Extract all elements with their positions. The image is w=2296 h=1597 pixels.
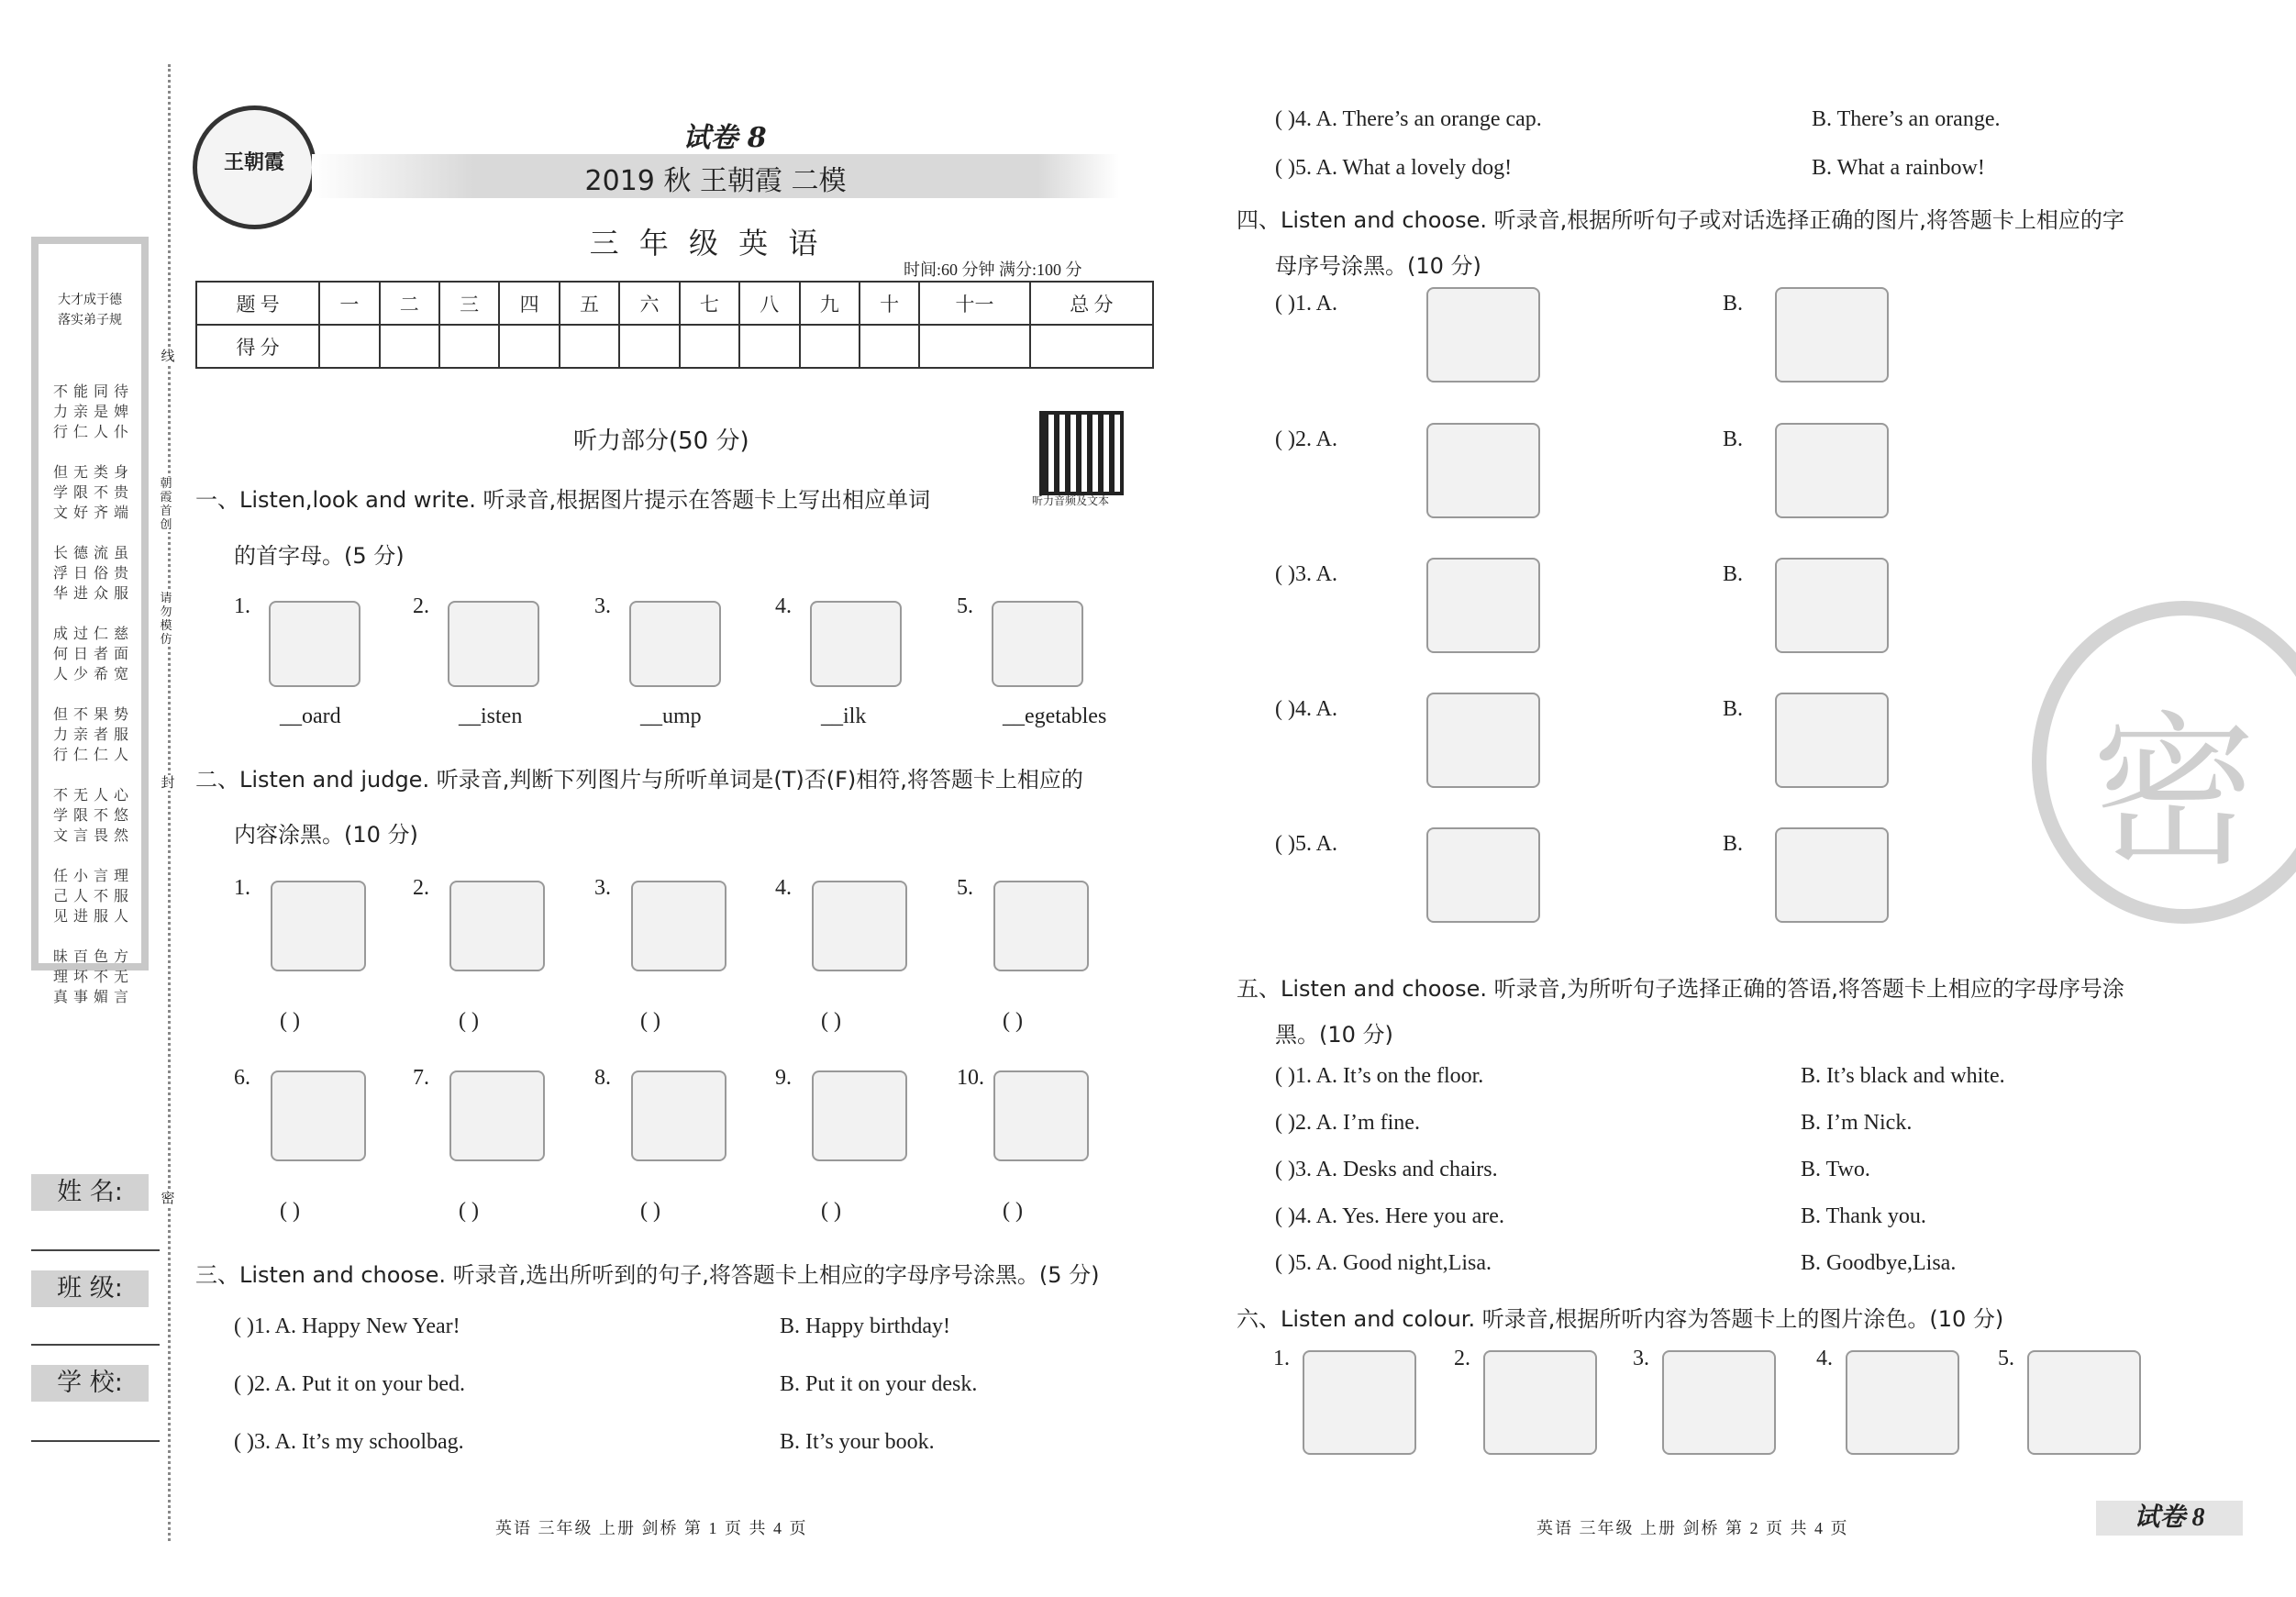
answer-paren[interactable]: ( ) bbox=[640, 1199, 660, 1223]
score-header-row bbox=[196, 282, 1153, 325]
answer-option-b[interactable]: B. Two. bbox=[1801, 1158, 1870, 1181]
colour-picture-pencil-box bbox=[1846, 1350, 1959, 1455]
word-blank[interactable]: __ilk bbox=[821, 704, 867, 728]
section4-title: 四、Listen and choose. 听录音,根据所听句子或对话选择正确的图片,将答题卡上相应的字 bbox=[1237, 207, 2124, 233]
word-blank[interactable]: __egetables bbox=[1003, 704, 1107, 728]
section1-title: 一、Listen,look and write. 听录音,根据图片提示在答题卡上写出相应单词 bbox=[195, 487, 931, 513]
picture-a-cat-face bbox=[1426, 423, 1540, 518]
footer-right: 英语 三年级 上册 剑桥 第 2 页 共 4 页 bbox=[1536, 1519, 1849, 1537]
picture-choice-row[interactable]: ( )1. A. bbox=[1275, 292, 1337, 316]
school-line[interactable] bbox=[31, 1440, 160, 1442]
motto-column: 长浮华 bbox=[53, 544, 69, 602]
score-table bbox=[195, 281, 1154, 369]
item-number: 1. bbox=[234, 594, 250, 618]
listening-title: 听力部分(50 分) bbox=[573, 427, 749, 455]
picture-a-three-snails bbox=[1426, 287, 1540, 383]
time-info: 时间:60 分钟 满分:100 分 bbox=[904, 261, 1082, 279]
score-input-cell[interactable] bbox=[739, 325, 799, 368]
qr-caption: 听力音频及文本 bbox=[1032, 494, 1110, 507]
motto-column: 能亲仁 bbox=[73, 383, 89, 440]
footer-left: 英语 三年级 上册 剑桥 第 1 页 共 4 页 bbox=[495, 1519, 808, 1537]
section2-title: 二、Listen and judge. 听录音,判断下列图片与所听单词是(T)否(F)相符,将答题卡上相应的 bbox=[195, 767, 1083, 793]
picture-horse bbox=[993, 1070, 1089, 1161]
banner-title: 2019 秋 王朝霞 二模 bbox=[584, 165, 847, 197]
answer-paren[interactable]: ( ) bbox=[280, 1199, 300, 1223]
option-b-label[interactable]: B. bbox=[1723, 292, 1744, 316]
picture-choice-row[interactable]: ( )4. A. bbox=[1275, 697, 1337, 721]
motto-header-2: 落实弟子规 bbox=[58, 313, 122, 327]
picture-cat bbox=[449, 1070, 545, 1161]
answer-paren[interactable]: ( ) bbox=[821, 1009, 841, 1033]
motto-column: 不学文 bbox=[53, 786, 69, 844]
item-number: 5. bbox=[957, 594, 973, 618]
answer-option-b[interactable]: B. Thank you. bbox=[1801, 1204, 1926, 1228]
picture-boy-jumping bbox=[629, 601, 721, 687]
score-input-cell[interactable] bbox=[319, 325, 379, 368]
score-cell: 八 bbox=[739, 282, 799, 325]
side-tag: 朝霞首创 bbox=[158, 477, 174, 532]
section5-title-cont: 黑。(10 分) bbox=[1275, 1022, 1393, 1048]
score-input-cell[interactable] bbox=[560, 325, 619, 368]
score-input-cell[interactable] bbox=[1030, 325, 1153, 368]
answer-paren[interactable]: ( ) bbox=[821, 1199, 841, 1223]
picture-a-girl-at-blackboard bbox=[1426, 693, 1540, 788]
picture-blackboard bbox=[631, 1070, 727, 1161]
motto-panel bbox=[31, 237, 149, 1005]
answer-option-b[interactable]: B. Goodbye,Lisa. bbox=[1801, 1251, 1957, 1275]
exam-number: 试卷 8 bbox=[682, 122, 767, 154]
answer-question[interactable]: ( )4. A. Yes. Here you are. bbox=[1275, 1204, 1504, 1228]
picture-TV bbox=[812, 881, 907, 971]
answer-paren[interactable]: ( ) bbox=[459, 1199, 479, 1223]
picture-choice-row[interactable]: ( )5. A. bbox=[1275, 832, 1337, 856]
answer-paren[interactable]: ( ) bbox=[1003, 1009, 1023, 1033]
score-cell: 二 bbox=[380, 282, 439, 325]
item-number: 1. bbox=[234, 876, 250, 900]
motto-column: 但学文 bbox=[53, 463, 69, 521]
choice-option-b[interactable]: B. Put it on your desk. bbox=[780, 1372, 978, 1396]
motto-column: 任己见 bbox=[53, 867, 69, 925]
school-label: 学 校: bbox=[31, 1365, 149, 1402]
answer-paren[interactable]: ( ) bbox=[280, 1009, 300, 1033]
section2-title-cont: 内容涂黑。(10 分) bbox=[234, 822, 418, 848]
motto-column: 色不媚 bbox=[94, 948, 109, 1005]
score-input-cell[interactable] bbox=[860, 325, 919, 368]
motto-column: 德日进 bbox=[73, 544, 89, 602]
side-tag: 密 bbox=[158, 1191, 178, 1206]
score-cell: 五 bbox=[560, 282, 619, 325]
picture-juice bbox=[449, 881, 545, 971]
item-number: 6. bbox=[234, 1066, 250, 1090]
picture-choice-row[interactable]: ( )2. A. bbox=[1275, 427, 1337, 451]
item-number: 5. bbox=[957, 876, 973, 900]
score-cell: 四 bbox=[499, 282, 559, 325]
score-cell: 一 bbox=[319, 282, 379, 325]
picture-vegetables bbox=[992, 601, 1083, 687]
picture-choice-row[interactable]: ( )3. A. bbox=[1275, 562, 1337, 586]
picture-b-bird bbox=[1775, 558, 1889, 653]
class-line[interactable] bbox=[31, 1344, 160, 1346]
picture-b-tiger-drinking bbox=[1775, 423, 1889, 518]
motto-column: 果者仁 bbox=[94, 705, 109, 763]
side-tag: 封 bbox=[158, 775, 178, 791]
answer-paren[interactable]: ( ) bbox=[459, 1009, 479, 1033]
section3-title: 三、Listen and choose. 听录音,选出所听到的句子,将答题卡上相应的字母序号涂黑。(5 分) bbox=[195, 1262, 1100, 1288]
name-line[interactable] bbox=[31, 1249, 160, 1251]
motto-column: 昧理真 bbox=[53, 948, 69, 1005]
picture-window bbox=[271, 881, 366, 971]
item-number: 4. bbox=[775, 594, 792, 618]
motto-column: 不亲仁 bbox=[73, 705, 89, 763]
item-number: 8. bbox=[594, 1066, 611, 1090]
motto-column: 但力行 bbox=[53, 705, 69, 763]
item-number: 9. bbox=[775, 1066, 792, 1090]
item-number: 3. bbox=[1633, 1347, 1649, 1370]
choice-question[interactable]: ( )2. A. Put it on your bed. bbox=[234, 1372, 465, 1396]
side-tag: 线 bbox=[158, 349, 178, 364]
item-number: 7. bbox=[413, 1066, 429, 1090]
section1-title-cont: 的首字母。(5 分) bbox=[234, 543, 405, 569]
class-label: 班 级: bbox=[31, 1270, 149, 1307]
item-number: 10. bbox=[957, 1066, 984, 1090]
answer-question[interactable]: ( )1. A. It’s on the floor. bbox=[1275, 1064, 1484, 1088]
answer-paren[interactable]: ( ) bbox=[1003, 1199, 1023, 1223]
word-blank[interactable]: __ump bbox=[640, 704, 702, 728]
motto-column: 理服人 bbox=[114, 867, 129, 925]
item-number: 1. bbox=[1273, 1347, 1290, 1370]
motto-column: 不力行 bbox=[53, 383, 69, 440]
item-number: 5. bbox=[1998, 1347, 2014, 1370]
logo-text: 王朝霞 bbox=[223, 150, 284, 173]
motto-column: 仁者希 bbox=[94, 625, 109, 682]
motto-column: 无限好 bbox=[73, 463, 89, 521]
item-number: 4. bbox=[1816, 1347, 1833, 1370]
motto-column: 心悠然 bbox=[114, 786, 129, 844]
picture-b-girl-reading bbox=[1775, 827, 1889, 923]
answer-option-b[interactable]: B. It’s black and white. bbox=[1801, 1064, 2005, 1088]
picture-b-girl-sweeping bbox=[1775, 693, 1889, 788]
motto-column: 同是人 bbox=[94, 383, 109, 440]
motto-column: 无限言 bbox=[73, 786, 89, 844]
motto-inner bbox=[39, 244, 141, 1005]
word-blank[interactable]: __isten bbox=[459, 704, 523, 728]
motto-column: 虽贵服 bbox=[114, 544, 129, 602]
footer-exam-tag: 试卷 8 bbox=[2096, 1501, 2243, 1536]
motto-column: 待婢仆 bbox=[114, 383, 129, 440]
motto-column: 慈面宽 bbox=[114, 625, 129, 682]
section6-title: 六、Listen and colour. 听录音,根据所听内容为答题卡上的图片涂色。(10 分) bbox=[1237, 1306, 2004, 1332]
colour-picture-desk bbox=[1662, 1350, 1776, 1455]
item-number: 3. bbox=[594, 876, 611, 900]
motto-column: 成何人 bbox=[53, 625, 69, 682]
item-number: 2. bbox=[413, 876, 429, 900]
binding-line bbox=[168, 64, 171, 1541]
picture-b-four-snails bbox=[1775, 287, 1889, 383]
picture-ruler bbox=[631, 881, 727, 971]
score-input-cell[interactable] bbox=[800, 325, 860, 368]
motto-column: 势服人 bbox=[114, 705, 129, 763]
answer-question[interactable]: ( )3. A. Desks and chairs. bbox=[1275, 1158, 1498, 1181]
answer-question[interactable]: ( )2. A. I’m fine. bbox=[1275, 1111, 1420, 1135]
option-b-label[interactable]: B. bbox=[1723, 832, 1744, 856]
answer-question[interactable]: ( )5. A. Good night,Lisa. bbox=[1275, 1251, 1492, 1275]
score-input-cell[interactable] bbox=[380, 325, 439, 368]
secret-stamp-char: 密 bbox=[2091, 697, 2257, 889]
picture-girl-listening bbox=[448, 601, 539, 687]
score-cell: 十一 bbox=[919, 282, 1029, 325]
qr-code-icon[interactable] bbox=[1039, 411, 1124, 495]
choice-question[interactable]: ( )5. A. What a lovely dog! bbox=[1275, 156, 1513, 180]
picture-star bbox=[812, 1070, 907, 1161]
subject-title: 三 年 级 英 语 bbox=[589, 226, 824, 261]
score-cell: 十 bbox=[860, 282, 919, 325]
colour-picture-chair bbox=[2027, 1350, 2141, 1455]
score-input-row bbox=[196, 325, 1153, 368]
score-cell: 题 号 bbox=[196, 282, 319, 325]
motto-column: 过日少 bbox=[73, 625, 89, 682]
option-b-label[interactable]: B. bbox=[1723, 427, 1744, 451]
score-row-label: 得 分 bbox=[196, 325, 319, 368]
word-blank[interactable]: __oard bbox=[280, 704, 341, 728]
picture-cake bbox=[271, 1070, 366, 1161]
motto-column: 类不齐 bbox=[94, 463, 109, 521]
side-tag: 请勿模仿 bbox=[158, 592, 174, 647]
motto-column: 流俗众 bbox=[94, 544, 109, 602]
score-cell: 七 bbox=[680, 282, 739, 325]
item-number: 2. bbox=[413, 594, 429, 618]
motto-column: 人不畏 bbox=[94, 786, 109, 844]
choice-question[interactable]: ( )3. A. It’s my schoolbag. bbox=[234, 1430, 464, 1454]
answer-option-b[interactable]: B. I’m Nick. bbox=[1801, 1111, 1913, 1135]
motto-column: 方无言 bbox=[114, 948, 129, 1005]
choice-question[interactable]: ( )4. A. There’s an orange cap. bbox=[1275, 107, 1542, 131]
score-cell: 总 分 bbox=[1030, 282, 1153, 325]
name-label: 姓 名: bbox=[31, 1174, 149, 1211]
item-number: 4. bbox=[775, 876, 792, 900]
score-input-cell[interactable] bbox=[919, 325, 1029, 368]
motto-column: 百坏事 bbox=[73, 948, 89, 1005]
colour-picture-kite bbox=[1303, 1350, 1416, 1455]
score-cell: 三 bbox=[439, 282, 499, 325]
option-b-label[interactable]: B. bbox=[1723, 562, 1744, 586]
colour-picture-bed bbox=[1483, 1350, 1597, 1455]
motto-header-1: 大才成于德 bbox=[58, 293, 122, 307]
section5-title: 五、Listen and choose. 听录音,为所听句子选择正确的答语,将答题卡上相应的字母序号涂 bbox=[1237, 976, 2124, 1002]
score-cell: 九 bbox=[800, 282, 860, 325]
option-b-label[interactable]: B. bbox=[1723, 697, 1744, 721]
picture-milk-carton bbox=[810, 601, 902, 687]
score-input-cell[interactable] bbox=[439, 325, 499, 368]
score-cell: 六 bbox=[619, 282, 679, 325]
picture-board bbox=[269, 601, 360, 687]
choice-option-b[interactable]: B. What a rainbow! bbox=[1812, 156, 1985, 180]
choice-option-b[interactable]: B. Happy birthday! bbox=[780, 1314, 950, 1338]
picture-a-boy-writing bbox=[1426, 827, 1540, 923]
choice-question[interactable]: ( )1. A. Happy New Year! bbox=[234, 1314, 460, 1338]
choice-option-b[interactable]: B. There’s an orange. bbox=[1812, 107, 2001, 131]
picture-a-butterfly bbox=[1426, 558, 1540, 653]
choice-option-b[interactable]: B. It’s your book. bbox=[780, 1430, 935, 1454]
score-input-cell[interactable] bbox=[499, 325, 559, 368]
score-input-cell[interactable] bbox=[619, 325, 679, 368]
item-number: 2. bbox=[1454, 1347, 1470, 1370]
picture-girl-writing bbox=[993, 881, 1089, 971]
motto-column: 小人进 bbox=[73, 867, 89, 925]
item-number: 3. bbox=[594, 594, 611, 618]
motto-column: 言不服 bbox=[94, 867, 109, 925]
score-input-cell[interactable] bbox=[680, 325, 739, 368]
answer-paren[interactable]: ( ) bbox=[640, 1009, 660, 1033]
section4-title-cont: 母序号涂黑。(10 分) bbox=[1275, 253, 1481, 279]
motto-column: 身贵端 bbox=[114, 463, 129, 521]
